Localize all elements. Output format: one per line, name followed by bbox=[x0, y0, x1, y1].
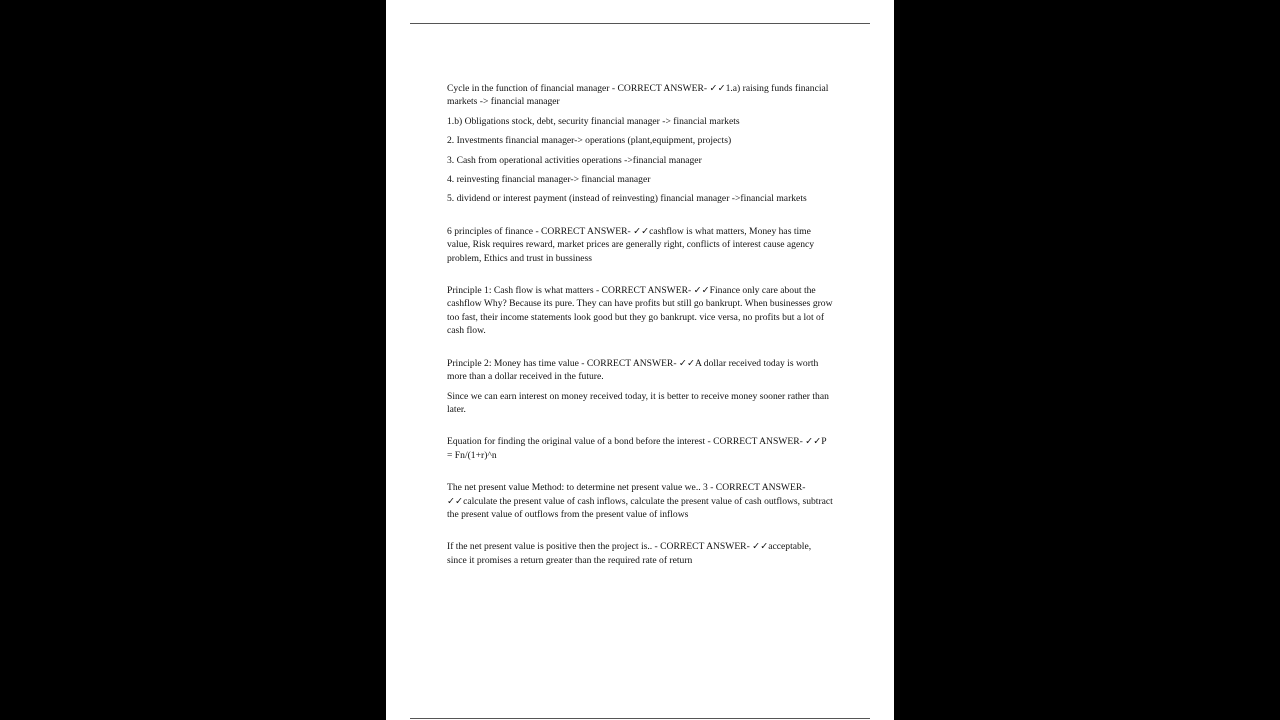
qa-block-financial-manager-cycle bbox=[447, 82, 833, 206]
qa-block-npv-method bbox=[447, 481, 833, 521]
qa-block-principle-1 bbox=[447, 284, 833, 338]
qa-block-six-principles bbox=[447, 225, 833, 265]
footer-rule bbox=[410, 718, 870, 719]
paragraph: Equation for finding the original value of a bond before the interest - CORRECT ANSWER- ✓✓P = Fn/(1+r)^n bbox=[447, 436, 827, 461]
paragraph: 1.b) Obligations stock, debt, security financial manager -> financial markets bbox=[447, 115, 740, 127]
qa-block-principle-2 bbox=[447, 357, 833, 417]
paragraph: Principle 1: Cash flow is what matters - CORRECT ANSWER- ✓✓Finance only care about the cashflow Why? Because its pure. They can have profits but still go bankrupt. When businesses grow too fast, their income statements look good but they go bankrupt. vice versa, no profits but a lot of cash flow. bbox=[447, 285, 833, 337]
paragraph: 6 principles of finance - CORRECT ANSWER- ✓✓cashflow is what matters, Money has time value, Risk requires reward, market prices are generally right, conflicts of interest cause agency problem, Ethics and trust in bussiness bbox=[447, 225, 815, 264]
paragraph: 4. reinvesting financial manager-> financial manager bbox=[447, 174, 651, 186]
document-page bbox=[386, 0, 894, 720]
paragraph: If the net present value is positive then the project is.. - CORRECT ANSWER- ✓✓acceptable, since it promises a return greater than the required rate of return bbox=[447, 541, 812, 566]
paragraph: Cycle in the function of financial manager - CORRECT ANSWER- ✓✓1.a) raising funds financial markets -> financial manager bbox=[447, 83, 829, 108]
paragraph: 5. dividend or interest payment (instead of reinvesting) financial manager ->financial markets bbox=[447, 193, 807, 205]
qa-block-npv-positive bbox=[447, 540, 833, 567]
paragraph: 2. Investments financial manager-> operations (plant,equipment, projects) bbox=[447, 135, 732, 147]
paragraph: 3. Cash from operational activities operations ->financial manager bbox=[447, 154, 702, 166]
qa-block-bond-equation bbox=[447, 435, 833, 462]
paragraph: Since we can earn interest on money received today, it is better to receive money sooner rather than later. bbox=[447, 390, 829, 415]
paragraph: The net present value Method: to determine net present value we.. 3 - CORRECT ANSWER- ✓✓calculate the present value of cash inflows, calculate the present value of cash outflows, subtract the present value of outflows from the present value of inflows bbox=[447, 482, 833, 520]
paragraph: Principle 2: Money has time value - CORRECT ANSWER- ✓✓A dollar received today is worth more than a dollar received in the future. bbox=[447, 357, 819, 383]
document-content bbox=[447, 82, 833, 586]
header-rule bbox=[410, 23, 870, 24]
